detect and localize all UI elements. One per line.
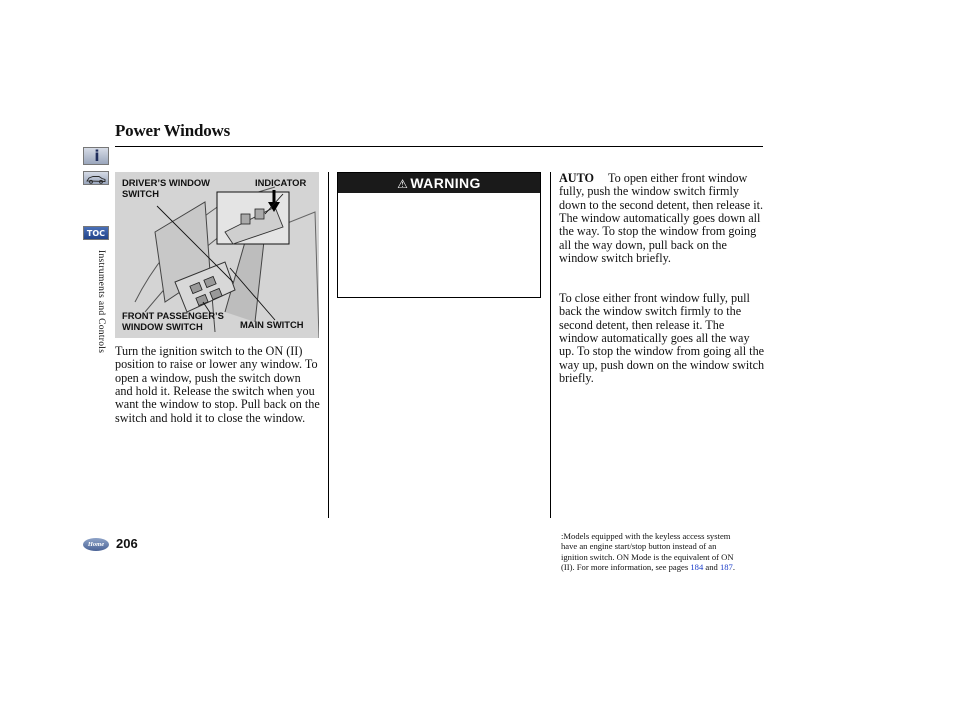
footnote-text: Models equipped with the keyless access system have an engine start/stop button instead of an ignition switch. ON Mode is the equivalent of ON (II). For more information, see pages <box>561 531 734 573</box>
car-button[interactable] <box>83 171 109 185</box>
car-icon <box>84 173 108 185</box>
close-paragraph: To close either front window fully, pull back the window switch firmly to the second detent, then release it. The window automatically goes all the way up. To stop the window from going all the way up, push down on the window switch briefly. <box>559 291 765 386</box>
auto-text: To open either front window fully, push the window switch firmly down to the second detent, then release it. The window automatically goes down all the way. To stop the window from going all the way down, pull back on the window switch briefly. <box>559 171 764 266</box>
page-title: Power Windows <box>115 121 231 140</box>
info-icon: i <box>94 147 100 165</box>
warning-label: WARNING <box>410 175 481 191</box>
footnote-and: and <box>703 562 720 573</box>
label-main-switch: MAIN SWITCH <box>240 319 304 330</box>
warning-box <box>337 172 541 298</box>
footnote <box>561 531 736 573</box>
warning-triangle-icon: ⚠ <box>397 177 409 191</box>
section-side-label-text: Instruments and Controls <box>96 250 106 354</box>
page-number: 206 <box>116 536 138 551</box>
label-indicator: INDICATOR <box>255 177 307 188</box>
info-button[interactable] <box>83 147 109 165</box>
window-switch-figure <box>115 172 319 338</box>
footnote-suffix: . <box>732 562 735 573</box>
auto-paragraph <box>559 172 765 265</box>
label-drivers-window-switch: DRIVER’S WINDOW SWITCH <box>122 177 211 199</box>
page-link-187[interactable]: 187 <box>719 562 733 573</box>
toc-button[interactable]: TOC <box>83 226 109 240</box>
auto-keyword: AUTO <box>559 171 594 185</box>
column1-paragraph: Turn the ignition switch to the ON (II) position to raise or lower any window. To open a window, push the switch down and hold it. Release the switch when you want the window to stop. Pull back on the switch and hold it to close the window. <box>115 344 320 425</box>
label-front-passengers-window-switch: FRONT PASSENGER’S WINDOW SWITCH <box>122 310 224 332</box>
title-divider <box>115 146 763 147</box>
footnote-prefix: : <box>561 531 564 541</box>
page-link-184[interactable]: 184 <box>690 562 704 573</box>
section-side-label <box>96 250 108 380</box>
warning-header <box>338 173 540 193</box>
home-button[interactable]: Home <box>83 538 109 551</box>
column-divider-right <box>550 172 551 518</box>
column-divider-left <box>328 172 329 518</box>
